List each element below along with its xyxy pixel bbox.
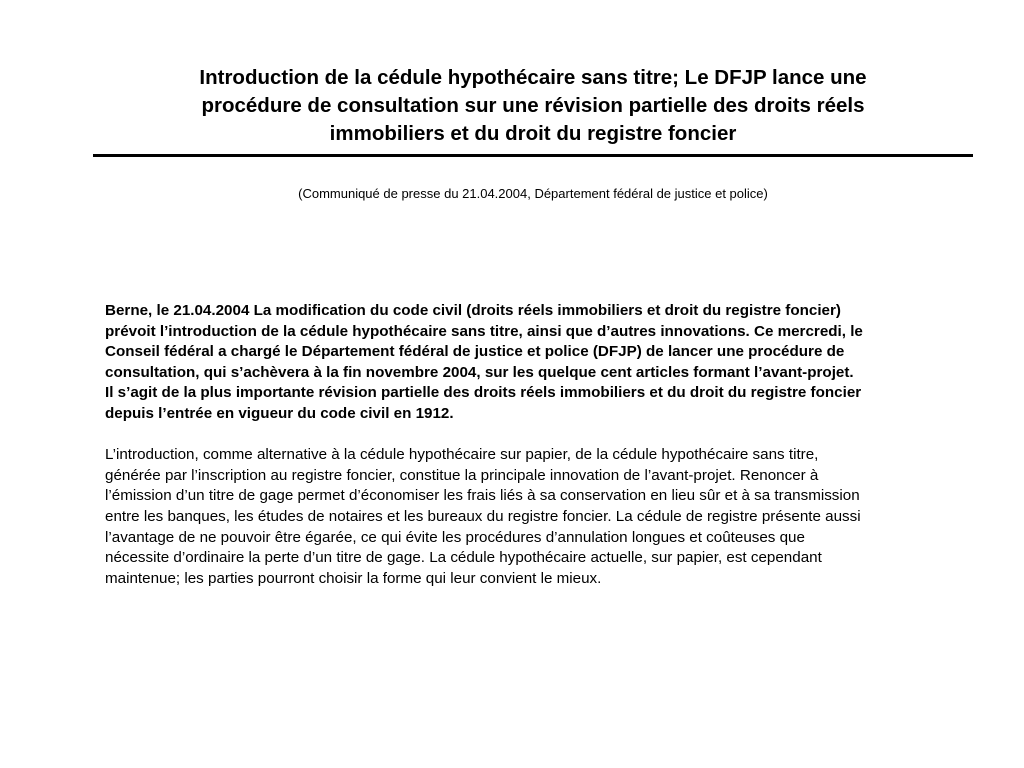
title-line: immobiliers et du droit du registre foncier — [329, 122, 737, 145]
text-line: Il s’agit de la plus importante révision partielle des droits réels immobiliers et du droit du registre foncier — [105, 384, 862, 402]
press-release-subtitle: (Communiqué de presse du 21.04.2004, Département fédéral de justice et police) — [298, 186, 768, 201]
page-title — [0, 64, 1024, 148]
article-body — [105, 301, 975, 589]
text-line: nécessite d’ordinaire la perte d’un titre de gage. La cédule hypothécaire actuelle, sur papier, est cependant — [105, 549, 822, 567]
text-line: Berne, le 21.04.2004 La modification du code civil (droits réels immobiliers et droit du registre foncier) — [105, 302, 841, 319]
body-paragraph — [105, 445, 975, 589]
intro-paragraph — [105, 301, 975, 425]
text-line: depuis l’entrée en vigueur du code civil en 1912. — [105, 404, 454, 422]
text-line: l’avantage de ne pouvoir être égarée, ce qui évite les procédures d’annulation longues et coûteuses que — [105, 528, 805, 546]
text-line: L’introduction, comme alternative à la cédule hypothécaire sur papier, de la cédule hypothécaire sans titre, — [105, 446, 819, 464]
text-line: générée par l’inscription au registre foncier, constitue la principale innovation de l’avant-projet. Renoncer à — [105, 466, 819, 484]
text-line: prévoit l’introduction de la cédule hypothécaire sans titre, ainsi que d’autres innovations. Ce mercredi, le — [105, 322, 863, 340]
text-line: Conseil fédéral a chargé le Département fédéral de justice et police (DFJP) de lancer une procédure de — [105, 343, 845, 361]
title-divider — [93, 154, 973, 157]
title-line: procédure de consultation sur une révision partielle des droits réels — [201, 94, 865, 117]
title-line: Introduction de la cédule hypothécaire sans titre; Le DFJP lance une — [199, 66, 867, 89]
text-line: consultation, qui s’achèvera à la fin novembre 2004, sur les quelque cent articles formant l’avant-projet. — [105, 363, 854, 381]
text-line: entre les banques, les études de notaires et les bureaux du registre foncier. La cédule de registre présente aussi — [105, 507, 861, 525]
text-line: l’émission d’un titre de gage permet d’économiser les frais liés à sa conservation en lieu sûr et à sa transmission — [105, 487, 860, 505]
text-line: maintenue; les parties pourront choisir la forme qui leur convient le mieux. — [105, 569, 602, 587]
